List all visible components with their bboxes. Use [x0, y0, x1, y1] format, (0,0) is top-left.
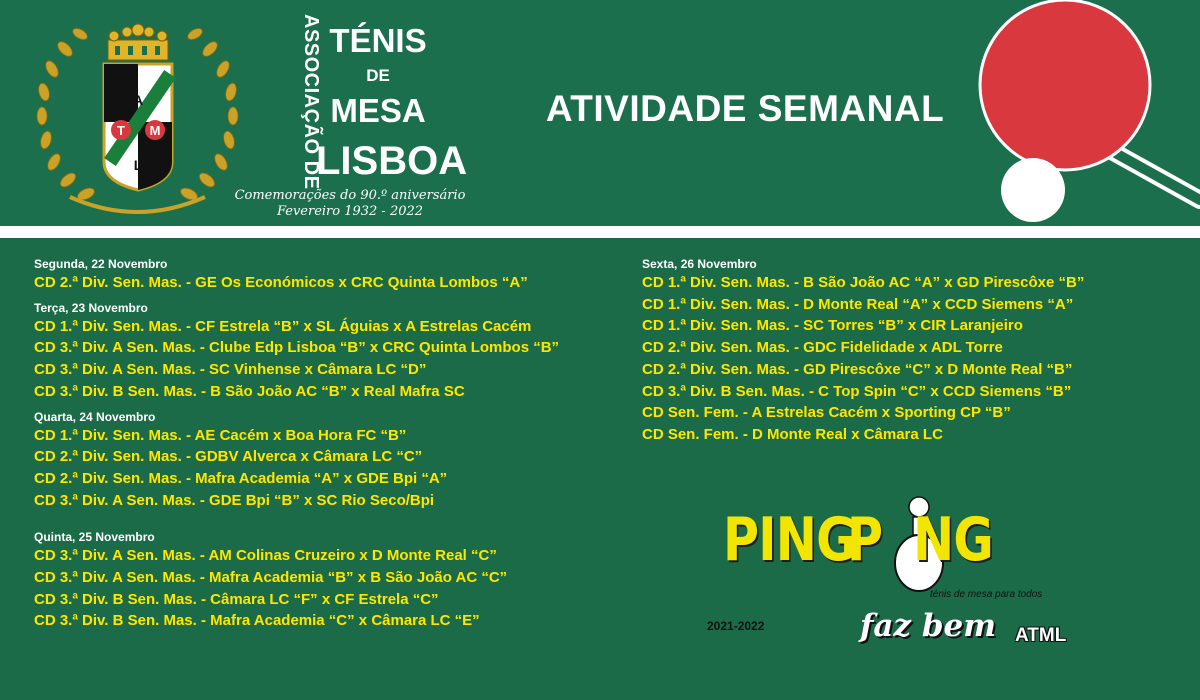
- match-row: CD 1.ª Div. Sen. Mas. - AE Cacém x Boa Hora FC “B”: [34, 426, 407, 444]
- brand-line-de: DE: [366, 66, 390, 85]
- schedule-column-right: [642, 256, 1182, 446]
- match-row: CD 3.ª Div. B Sen. Mas. - Câmara LC “F” x CF Estrela “C”: [34, 590, 439, 608]
- match-row: CD 1.ª Div. Sen. Mas. - CF Estrela “B” x SL Águias x A Estrelas Cacém: [34, 317, 532, 335]
- ping-pong-paddle-icon: [960, 0, 1200, 226]
- crest-letter-l: L: [133, 157, 143, 173]
- day-label: Segunda, 22 Novembro: [34, 257, 168, 271]
- match-row: CD 1.ª Div. Sen. Mas. - B São João AC “A” x GD Pirescôxe “B”: [642, 274, 1085, 291]
- match-row: CD Sen. Fem. - D Monte Real x Câmara LC: [642, 425, 943, 443]
- header-banner: [0, 0, 1200, 226]
- anniversary-line-2: Fevereiro 1932 - 2022: [276, 204, 424, 219]
- anniversary-line-1: Comemorações do 90.º aniversário: [234, 188, 466, 203]
- crest-letter-a: A: [132, 92, 144, 108]
- match-row: CD Sen. Fem. - A Estrelas Cacém x Sporting CP “B”: [642, 404, 1011, 422]
- brand-line-tenis: TÉNIS: [329, 22, 427, 59]
- match-row: CD 3.ª Div. A Sen. Mas. - SC Vinhense x Câmara LC “D”: [34, 361, 427, 379]
- header-divider: [0, 226, 1200, 238]
- logo-word-p: P: [847, 505, 883, 575]
- day-block: [34, 256, 624, 294]
- day-block: [642, 256, 1182, 446]
- match-row: CD 2.ª Div. Sen. Mas. - GD Pirescôxe “C” x D Monte Real “B”: [642, 360, 1073, 378]
- logo-word-ping: PING: [723, 505, 856, 575]
- logo-tagline: ténis de mesa para todos: [930, 589, 1043, 600]
- match-row: CD 3.ª Div. A Sen. Mas. - AM Colinas Cruzeiro x D Monte Real “C”: [34, 547, 497, 565]
- match-row: CD 2.ª Div. Sen. Mas. - Mafra Academia “A” x GDE Bpi “A”: [34, 469, 448, 487]
- match-row: CD 2.ª Div. Sen. Mas. - GDBV Alverca x Câmara LC “C”: [34, 448, 423, 466]
- day-label: Terça, 23 Novembro: [34, 300, 148, 315]
- day-label: Quinta, 25 Novembro: [34, 530, 155, 545]
- match-row: CD 1.ª Div. Sen. Mas. - D Monte Real “A” x CCD Siemens “A”: [642, 295, 1074, 313]
- match-row: CD 3.ª Div. A Sen. Mas. - GDE Bpi “B” x SC Rio Seco/Bpi: [34, 491, 435, 509]
- match-row: CD 2.ª Div. Sen. Mas. - GE Os Económicos x CRC Quinta Lombos “A”: [34, 274, 528, 291]
- slogan-text: faz bem: [860, 608, 997, 644]
- page-title: ATIVIDADE SEMANAL: [545, 88, 945, 129]
- org-label: ATML: [1015, 625, 1067, 646]
- spacer: [34, 511, 624, 529]
- crest-letter-t: T: [117, 123, 125, 138]
- match-row: CD 3.ª Div. B Sen. Mas. - B São João AC “B” x Real Mafra SC: [34, 382, 465, 400]
- day-label: Sexta, 26 Novembro: [642, 257, 757, 271]
- day-block: [34, 409, 624, 512]
- match-row: CD 2.ª Div. Sen. Mas. - GDC Fidelidade x ADL Torre: [642, 339, 1003, 357]
- brand-line-mesa: MESA: [330, 92, 426, 129]
- match-row: CD 3.ª Div. A Sen. Mas. - Clube Edp Lisboa “B” x CRC Quinta Lombos “B”: [34, 339, 560, 357]
- logo-word-ng: NG: [913, 505, 993, 575]
- match-row: CD 1.ª Div. Sen. Mas. - SC Torres “B” x CIR Laranjeiro: [642, 317, 1023, 335]
- day-label: Quarta, 24 Novembro: [34, 409, 156, 424]
- association-vertical-label: ASSOCIAÇÃO DE: [300, 14, 322, 190]
- brand-line-lisboa: LISBOA: [316, 139, 468, 183]
- season-label: 2021-2022: [707, 619, 765, 633]
- crest-letter-m: M: [149, 123, 161, 138]
- match-row: CD 3.ª Div. A Sen. Mas. - Mafra Academia “B” x B São João AC “C”: [34, 569, 508, 587]
- match-row: CD 3.ª Div. B Sen. Mas. - C Top Spin “C” x CCD Siemens “B”: [642, 382, 1072, 400]
- day-block: [34, 300, 624, 403]
- schedule-column-left: [34, 256, 624, 632]
- day-block: [34, 529, 624, 632]
- anniversary-caption: [200, 188, 500, 220]
- match-row: CD 3.ª Div. B Sen. Mas. - Mafra Academia “C” x Câmara LC “E”: [34, 612, 480, 630]
